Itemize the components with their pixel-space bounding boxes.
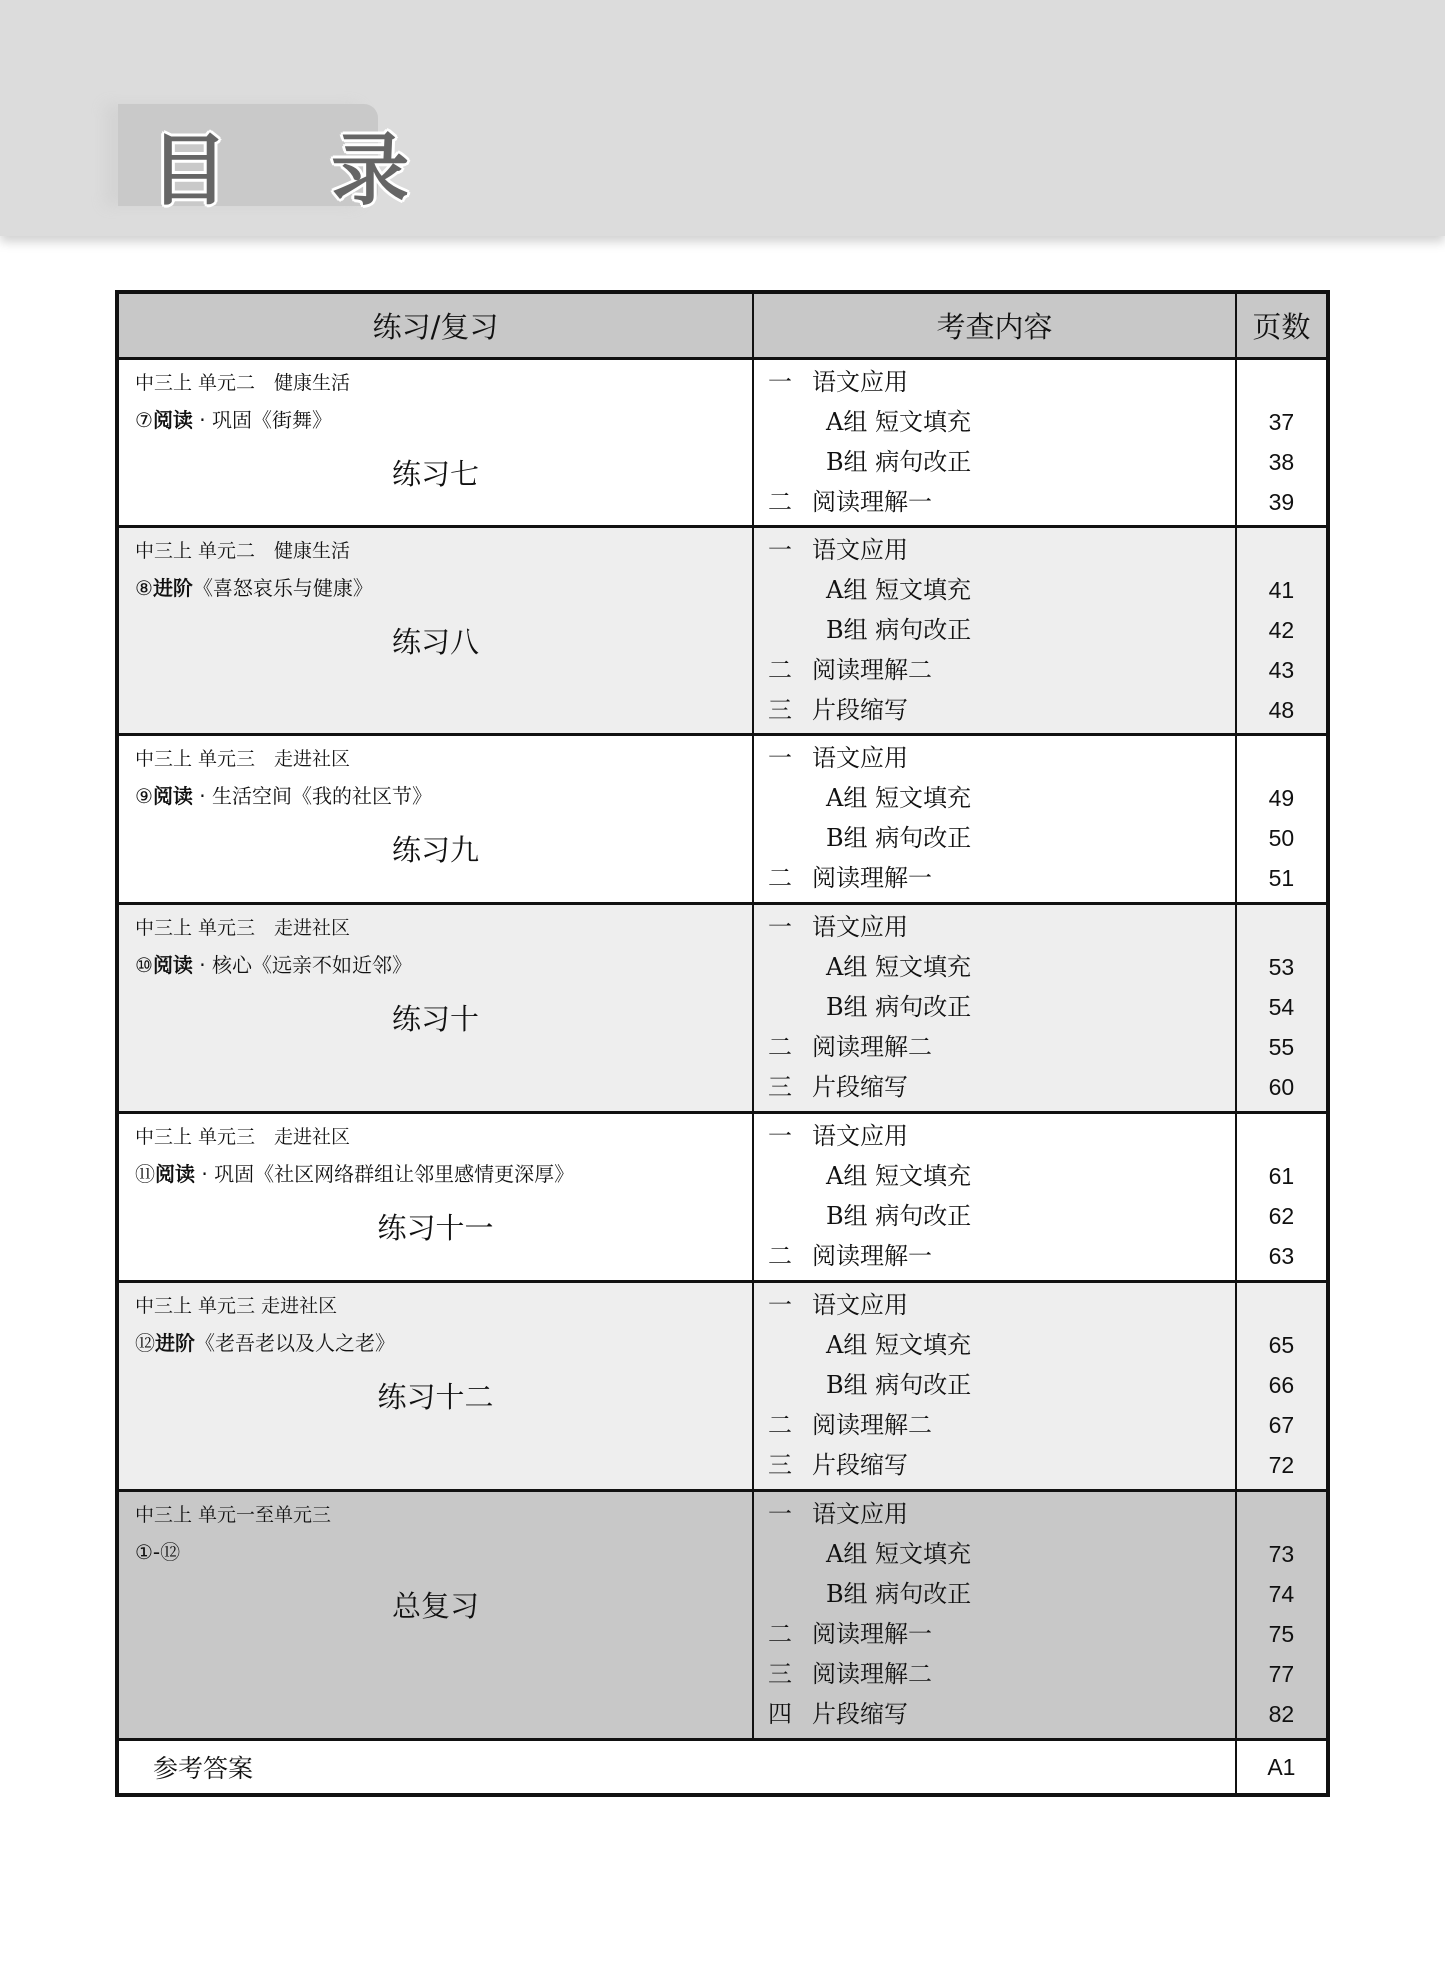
column-header-pages: 页数	[1236, 292, 1328, 359]
page-number	[1237, 362, 1326, 402]
page-number: 82	[1268, 1701, 1295, 1727]
item-label: A组 短文填充	[826, 953, 972, 981]
lesson-label	[119, 945, 752, 983]
item-label: 片段缩写	[812, 1073, 909, 1101]
item-label: 阅读理解一	[812, 864, 933, 892]
content-item	[754, 1694, 1235, 1734]
item-label: 阅读理解一	[812, 1242, 933, 1270]
item-number: 一	[768, 913, 793, 941]
lesson-type: 阅读	[155, 1162, 195, 1186]
page-number	[1237, 1494, 1326, 1534]
item-label: A组 短文填充	[826, 1540, 972, 1568]
lesson-number: ⑪	[135, 1162, 155, 1186]
exercise-cell	[117, 1113, 753, 1282]
exercise-cell	[117, 1282, 753, 1491]
content-item	[754, 1574, 1235, 1614]
exercise-title[interactable]: 练习十一	[377, 1211, 494, 1245]
item-number: 一	[768, 1291, 793, 1319]
item-label: B组 病句改正	[826, 1580, 972, 1608]
lesson-number: ⑨	[135, 784, 153, 808]
exercise-title[interactable]: 练习七	[392, 457, 480, 491]
content-cell	[753, 527, 1236, 735]
item-number: 三	[768, 1451, 793, 1479]
table-row[interactable]	[117, 1491, 1328, 1740]
item-number: 三	[768, 1660, 793, 1688]
content-item	[754, 650, 1235, 690]
unit-label: 中三上 单元二 健康生活	[135, 540, 351, 562]
item-label: 阅读理解二	[812, 1411, 933, 1439]
content-item	[754, 1196, 1235, 1236]
item-label: 阅读理解一	[812, 1620, 933, 1648]
exercise-title[interactable]: 练习十二	[377, 1380, 494, 1414]
lesson-level: · 巩固	[192, 408, 253, 432]
content-item	[754, 1614, 1235, 1654]
item-number: 四	[768, 1700, 793, 1728]
table-row[interactable]	[117, 735, 1328, 904]
item-label: A组 短文填充	[826, 1331, 972, 1359]
content-item	[754, 530, 1235, 570]
pages-cell	[1236, 1113, 1328, 1282]
content-item	[754, 482, 1235, 522]
page-number: 72	[1268, 1452, 1295, 1478]
unit-label: 中三上 单元二 健康生活	[135, 372, 351, 394]
lesson-label	[119, 1154, 752, 1192]
lesson-type: 进阶	[155, 1331, 195, 1355]
content-item	[754, 610, 1235, 650]
exercise-title[interactable]: 练习八	[392, 625, 480, 659]
item-number: 二	[768, 1242, 793, 1270]
item-label: B组 病句改正	[826, 448, 972, 476]
content-cell	[753, 1491, 1236, 1740]
item-number: 二	[768, 1411, 793, 1439]
page-number: 49	[1268, 785, 1295, 811]
item-label: B组 病句改正	[826, 616, 972, 644]
page-number: 65	[1268, 1332, 1295, 1358]
item-label: A组 短文填充	[826, 408, 972, 436]
page-number: 61	[1268, 1163, 1295, 1189]
content-cell	[753, 359, 1236, 527]
content-item	[754, 907, 1235, 947]
content-item	[754, 738, 1235, 778]
lesson-number: ⑧	[135, 576, 153, 600]
content-item	[754, 1067, 1235, 1107]
content-cell	[753, 904, 1236, 1113]
item-label: 阅读理解一	[812, 488, 933, 516]
page-number: 62	[1268, 1203, 1295, 1229]
exercise-cell	[117, 359, 753, 527]
lesson-book-title: 《社区网络群组让邻里感情更深厚》	[254, 1162, 575, 1186]
item-label: 语文应用	[812, 1500, 909, 1528]
item-number: 一	[768, 1122, 793, 1150]
table-row[interactable]	[117, 904, 1328, 1113]
column-header-exercise: 练习/复习	[117, 292, 753, 359]
item-label: 阅读理解二	[812, 1033, 933, 1061]
content-item	[754, 1365, 1235, 1405]
lesson-book-title: 《远亲不如近邻》	[252, 953, 413, 977]
item-label: B组 病句改正	[826, 824, 972, 852]
page-number	[1237, 1285, 1326, 1325]
content-item	[754, 1325, 1235, 1365]
lesson-type: 阅读	[152, 953, 193, 977]
lesson-label	[119, 776, 752, 814]
answers-label[interactable]: 参考答案	[117, 1740, 1236, 1796]
content-item	[754, 1236, 1235, 1276]
exercise-cell	[117, 1491, 753, 1740]
item-label: 片段缩写	[812, 696, 909, 724]
contents-table	[115, 290, 1330, 1797]
lesson-book-title: 《老吾老以及人之老》	[195, 1331, 395, 1355]
lesson-type: 阅读	[152, 408, 193, 432]
answers-row[interactable]	[117, 1740, 1328, 1796]
item-label: 语文应用	[812, 368, 909, 396]
page-title: 目 录	[150, 126, 448, 216]
lesson-number: ①-⑫	[135, 1540, 181, 1564]
content-item	[754, 1285, 1235, 1325]
page-number: 66	[1268, 1372, 1295, 1398]
item-number: 一	[768, 368, 793, 396]
content-item	[754, 947, 1235, 987]
content-cell	[753, 1113, 1236, 1282]
item-number: 一	[768, 744, 793, 772]
item-label: 阅读理解二	[812, 656, 933, 684]
content-item	[754, 858, 1235, 898]
page-number: 74	[1268, 1581, 1295, 1607]
content-item	[754, 1156, 1235, 1196]
exercise-title[interactable]: 练习十	[392, 1002, 480, 1036]
pages-cell	[1236, 904, 1328, 1113]
page-number: 51	[1268, 865, 1295, 891]
item-label: B组 病句改正	[826, 1371, 972, 1399]
content-item	[754, 1534, 1235, 1574]
exercise-cell	[117, 735, 753, 904]
item-number: 二	[768, 1033, 793, 1061]
lesson-label	[119, 400, 752, 438]
content-cell	[753, 735, 1236, 904]
lesson-number: ⑦	[135, 408, 153, 432]
item-label: 语文应用	[812, 536, 909, 564]
lesson-book-title: 《我的社区节》	[292, 784, 433, 808]
page-number: 53	[1268, 954, 1295, 980]
item-label: A组 短文填充	[826, 784, 972, 812]
pages-cell	[1236, 1491, 1328, 1740]
content-item	[754, 818, 1235, 858]
content-item	[754, 778, 1235, 818]
item-number: 三	[768, 1073, 793, 1101]
lesson-label	[119, 568, 752, 606]
content-item	[754, 362, 1235, 402]
unit-label: 中三上 单元三 走进社区	[135, 748, 351, 770]
item-label: B组 病句改正	[826, 1202, 972, 1230]
page-number: 39	[1268, 489, 1295, 515]
content-item	[754, 1494, 1235, 1534]
page-number: 73	[1268, 1541, 1295, 1567]
page-number: 37	[1268, 409, 1295, 435]
unit-label: 中三上 单元一至单元三	[135, 1504, 332, 1526]
table-row[interactable]	[117, 359, 1328, 527]
page-number	[1237, 530, 1326, 570]
lesson-book-title: 《街舞》	[252, 408, 333, 432]
exercise-cell	[117, 904, 753, 1113]
content-cell	[753, 1282, 1236, 1491]
pages-cell	[1236, 1282, 1328, 1491]
item-label: 片段缩写	[812, 1451, 909, 1479]
lesson-level: · 生活空间	[192, 784, 293, 808]
page-number	[1237, 1116, 1326, 1156]
page-number: 63	[1268, 1243, 1295, 1269]
lesson-label	[119, 1532, 752, 1570]
item-number: 三	[768, 696, 793, 724]
page-number	[1237, 738, 1326, 778]
content-item	[754, 1405, 1235, 1445]
content-item	[754, 987, 1235, 1027]
item-label: 语文应用	[812, 744, 909, 772]
table-row[interactable]	[117, 527, 1328, 735]
content-item	[754, 570, 1235, 610]
lesson-label	[119, 1323, 752, 1361]
page-number: 77	[1268, 1661, 1295, 1687]
page-number	[1237, 907, 1326, 947]
content-item	[754, 442, 1235, 482]
pages-cell	[1236, 735, 1328, 904]
item-number: 二	[768, 1620, 793, 1648]
table-row[interactable]	[117, 1282, 1328, 1491]
content-item	[754, 1116, 1235, 1156]
page-number: 75	[1268, 1621, 1295, 1647]
page-number: 41	[1268, 577, 1295, 603]
item-label: B组 病句改正	[826, 993, 972, 1021]
item-label: 阅读理解二	[812, 1660, 933, 1688]
page-number: 55	[1268, 1034, 1295, 1060]
lesson-number: ⑫	[135, 1331, 155, 1355]
item-label: A组 短文填充	[826, 576, 972, 604]
column-header-content: 考查内容	[753, 292, 1236, 359]
content-item	[754, 690, 1235, 730]
item-label: 语文应用	[812, 1122, 909, 1150]
pages-cell	[1236, 527, 1328, 735]
page-number: 67	[1268, 1412, 1295, 1438]
table-row[interactable]	[117, 1113, 1328, 1282]
content-item	[754, 1027, 1235, 1067]
answers-page: A1	[1236, 1740, 1328, 1796]
lesson-number: ⑩	[135, 953, 153, 977]
item-number: 一	[768, 536, 793, 564]
page-number: 48	[1268, 697, 1295, 723]
content-item	[754, 1654, 1235, 1694]
item-number: 二	[768, 864, 793, 892]
table-header-row	[117, 292, 1328, 359]
item-label: 语文应用	[812, 1291, 909, 1319]
lesson-type: 阅读	[152, 784, 193, 808]
exercise-title[interactable]: 总复习	[392, 1589, 480, 1623]
content-item	[754, 402, 1235, 442]
page-number: 38	[1268, 449, 1295, 475]
item-label: A组 短文填充	[826, 1162, 972, 1190]
lesson-type: 进阶	[152, 576, 193, 600]
page-number: 42	[1268, 617, 1295, 643]
lesson-level: · 核心	[192, 953, 253, 977]
item-number: 一	[768, 1500, 793, 1528]
item-number: 二	[768, 656, 793, 684]
pages-cell	[1236, 359, 1328, 527]
lesson-book-title: 《喜怒哀乐与健康》	[192, 576, 373, 600]
exercise-title[interactable]: 练习九	[392, 833, 480, 867]
page-number: 54	[1268, 994, 1295, 1020]
item-label: 语文应用	[812, 913, 909, 941]
page-number: 50	[1268, 825, 1295, 851]
exercise-cell	[117, 527, 753, 735]
unit-label: 中三上 单元三 走进社区	[135, 1126, 351, 1148]
page-number: 43	[1268, 657, 1295, 683]
item-number: 二	[768, 488, 793, 516]
unit-label: 中三上 单元三 走进社区	[135, 917, 351, 939]
content-item	[754, 1445, 1235, 1485]
item-label: 片段缩写	[812, 1700, 909, 1728]
unit-label: 中三上 单元三 走进社区	[135, 1295, 338, 1317]
lesson-level: · 巩固	[195, 1162, 255, 1186]
page-number: 60	[1268, 1074, 1295, 1100]
